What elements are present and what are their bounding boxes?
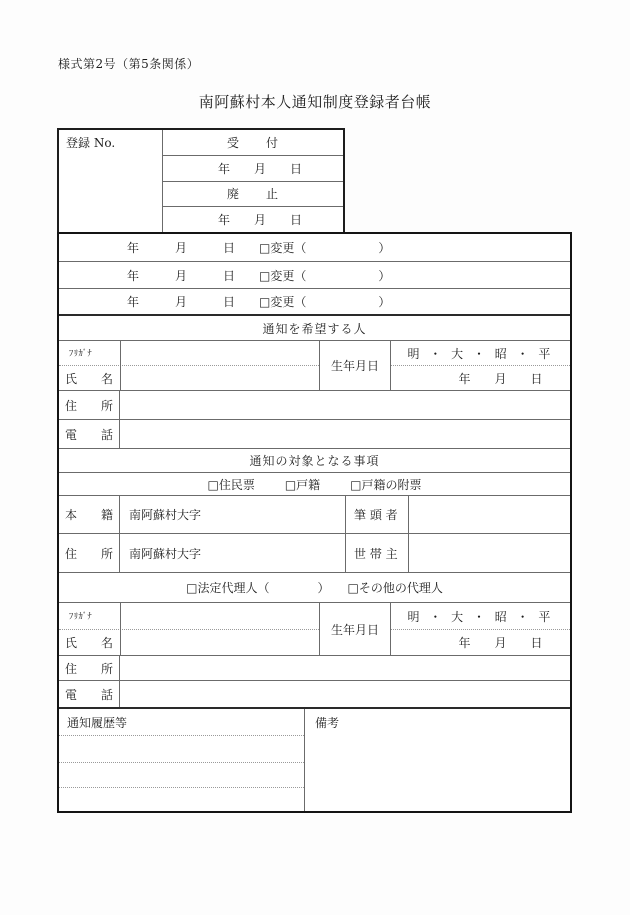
current-address-label: 住 所 bbox=[59, 534, 120, 572]
footer-row bbox=[59, 707, 570, 811]
agent-address-row bbox=[59, 655, 570, 680]
remarks-cell bbox=[305, 709, 570, 811]
change-row-3: 年 月 日 □変更（ ） bbox=[59, 288, 570, 314]
agent-birth-ymd: 年 月 日 bbox=[458, 636, 543, 650]
applicant-birth-ymd: 年 月 日 bbox=[458, 371, 543, 386]
applicant-name-row bbox=[59, 340, 570, 390]
agent-phone-field bbox=[120, 681, 570, 707]
agent-address-label: 住 所 bbox=[59, 656, 120, 680]
page-title: 南阿蘇村本人通知制度登録者台帳 bbox=[198, 93, 432, 111]
registered-domicile-row bbox=[59, 495, 570, 533]
agent-furigana-label: ﾌﾘｶﾞﾅ bbox=[69, 612, 93, 622]
applicant-birthdate-label: 生年月日 bbox=[319, 341, 390, 390]
applicant-phone-field bbox=[120, 420, 570, 448]
reception-date-row: 年 月 日 bbox=[163, 155, 343, 181]
change-row-1: 年 月 日 □変更（ ） bbox=[127, 241, 391, 255]
agent-name-cell bbox=[59, 603, 319, 655]
domicile-label: 本 籍 bbox=[59, 496, 120, 533]
applicant-era-options: 明 ・ 大 ・ 昭 ・ 平 bbox=[391, 341, 570, 366]
checkbox-koseki: □戸籍 bbox=[284, 477, 321, 492]
agent-name-label: 氏 名 bbox=[65, 636, 114, 650]
agent-phone-row bbox=[59, 680, 570, 707]
applicant-name-cell bbox=[59, 341, 319, 390]
section-header-notify-person: 通知を希望する人 bbox=[59, 314, 570, 340]
main-table bbox=[57, 232, 572, 813]
applicant-address-label: 住 所 bbox=[59, 391, 120, 419]
checkbox-juminhyo: □住民票 bbox=[207, 477, 255, 492]
head-of-family-label: 筆 頭 者 bbox=[345, 496, 409, 533]
household-head-field bbox=[409, 534, 570, 572]
agent-name-row bbox=[59, 602, 570, 655]
agent-birthdate-cell bbox=[390, 603, 570, 655]
agent-type-row: □法定代理人（ ） □その他の代理人 bbox=[59, 572, 570, 602]
registration-no-cell: 登録 No. bbox=[59, 130, 163, 232]
divider bbox=[120, 341, 121, 390]
applicant-phone-row bbox=[59, 419, 570, 448]
notify-items-checkbox-row bbox=[59, 472, 570, 495]
agent-phone-label: 電 話 bbox=[59, 681, 120, 707]
head-of-family-field bbox=[409, 496, 570, 533]
domicile-value: 南阿蘇村大字 bbox=[129, 508, 202, 522]
change-row-2: 年 月 日 □変更（ ） bbox=[59, 261, 570, 288]
applicant-furigana-label: ﾌﾘｶﾞﾅ bbox=[69, 349, 93, 359]
applicant-name-label: 氏 名 bbox=[65, 371, 114, 386]
agent-era-options: 明 ・ 大 ・ 昭 ・ 平 bbox=[391, 603, 570, 630]
dotted-line bbox=[59, 735, 304, 736]
section-header-notify-items: 通知の対象となる事項 bbox=[59, 448, 570, 472]
current-address-value: 南阿蘇村大字 bbox=[129, 546, 202, 561]
registration-table bbox=[57, 128, 345, 232]
agent-address-field bbox=[120, 656, 570, 680]
household-head-label: 世 帯 主 bbox=[345, 534, 409, 572]
abolition-date-row: 年 月 日 bbox=[163, 206, 343, 232]
applicant-address-row bbox=[59, 390, 570, 419]
abolition-row: 廃 止 bbox=[163, 181, 343, 207]
reception-row: 受 付 bbox=[226, 135, 279, 150]
history-label: 通知履歴等 bbox=[67, 716, 128, 730]
dotted-line bbox=[59, 787, 304, 788]
checkbox-koseki-fuhyo: □戸籍の附票 bbox=[350, 477, 422, 492]
history-cell bbox=[59, 709, 305, 811]
agent-birthdate-label: 生年月日 bbox=[319, 603, 390, 655]
applicant-birthdate-cell bbox=[390, 341, 570, 390]
applicant-address-field bbox=[120, 391, 570, 419]
applicant-phone-label: 電 話 bbox=[59, 420, 120, 448]
divider bbox=[120, 603, 121, 655]
registration-status-cells bbox=[163, 130, 343, 232]
remarks-label: 備考 bbox=[315, 716, 340, 730]
dotted-line bbox=[59, 762, 304, 763]
current-address-row bbox=[59, 533, 570, 572]
form-number: 様式第2号（第5条関係） bbox=[58, 57, 200, 71]
